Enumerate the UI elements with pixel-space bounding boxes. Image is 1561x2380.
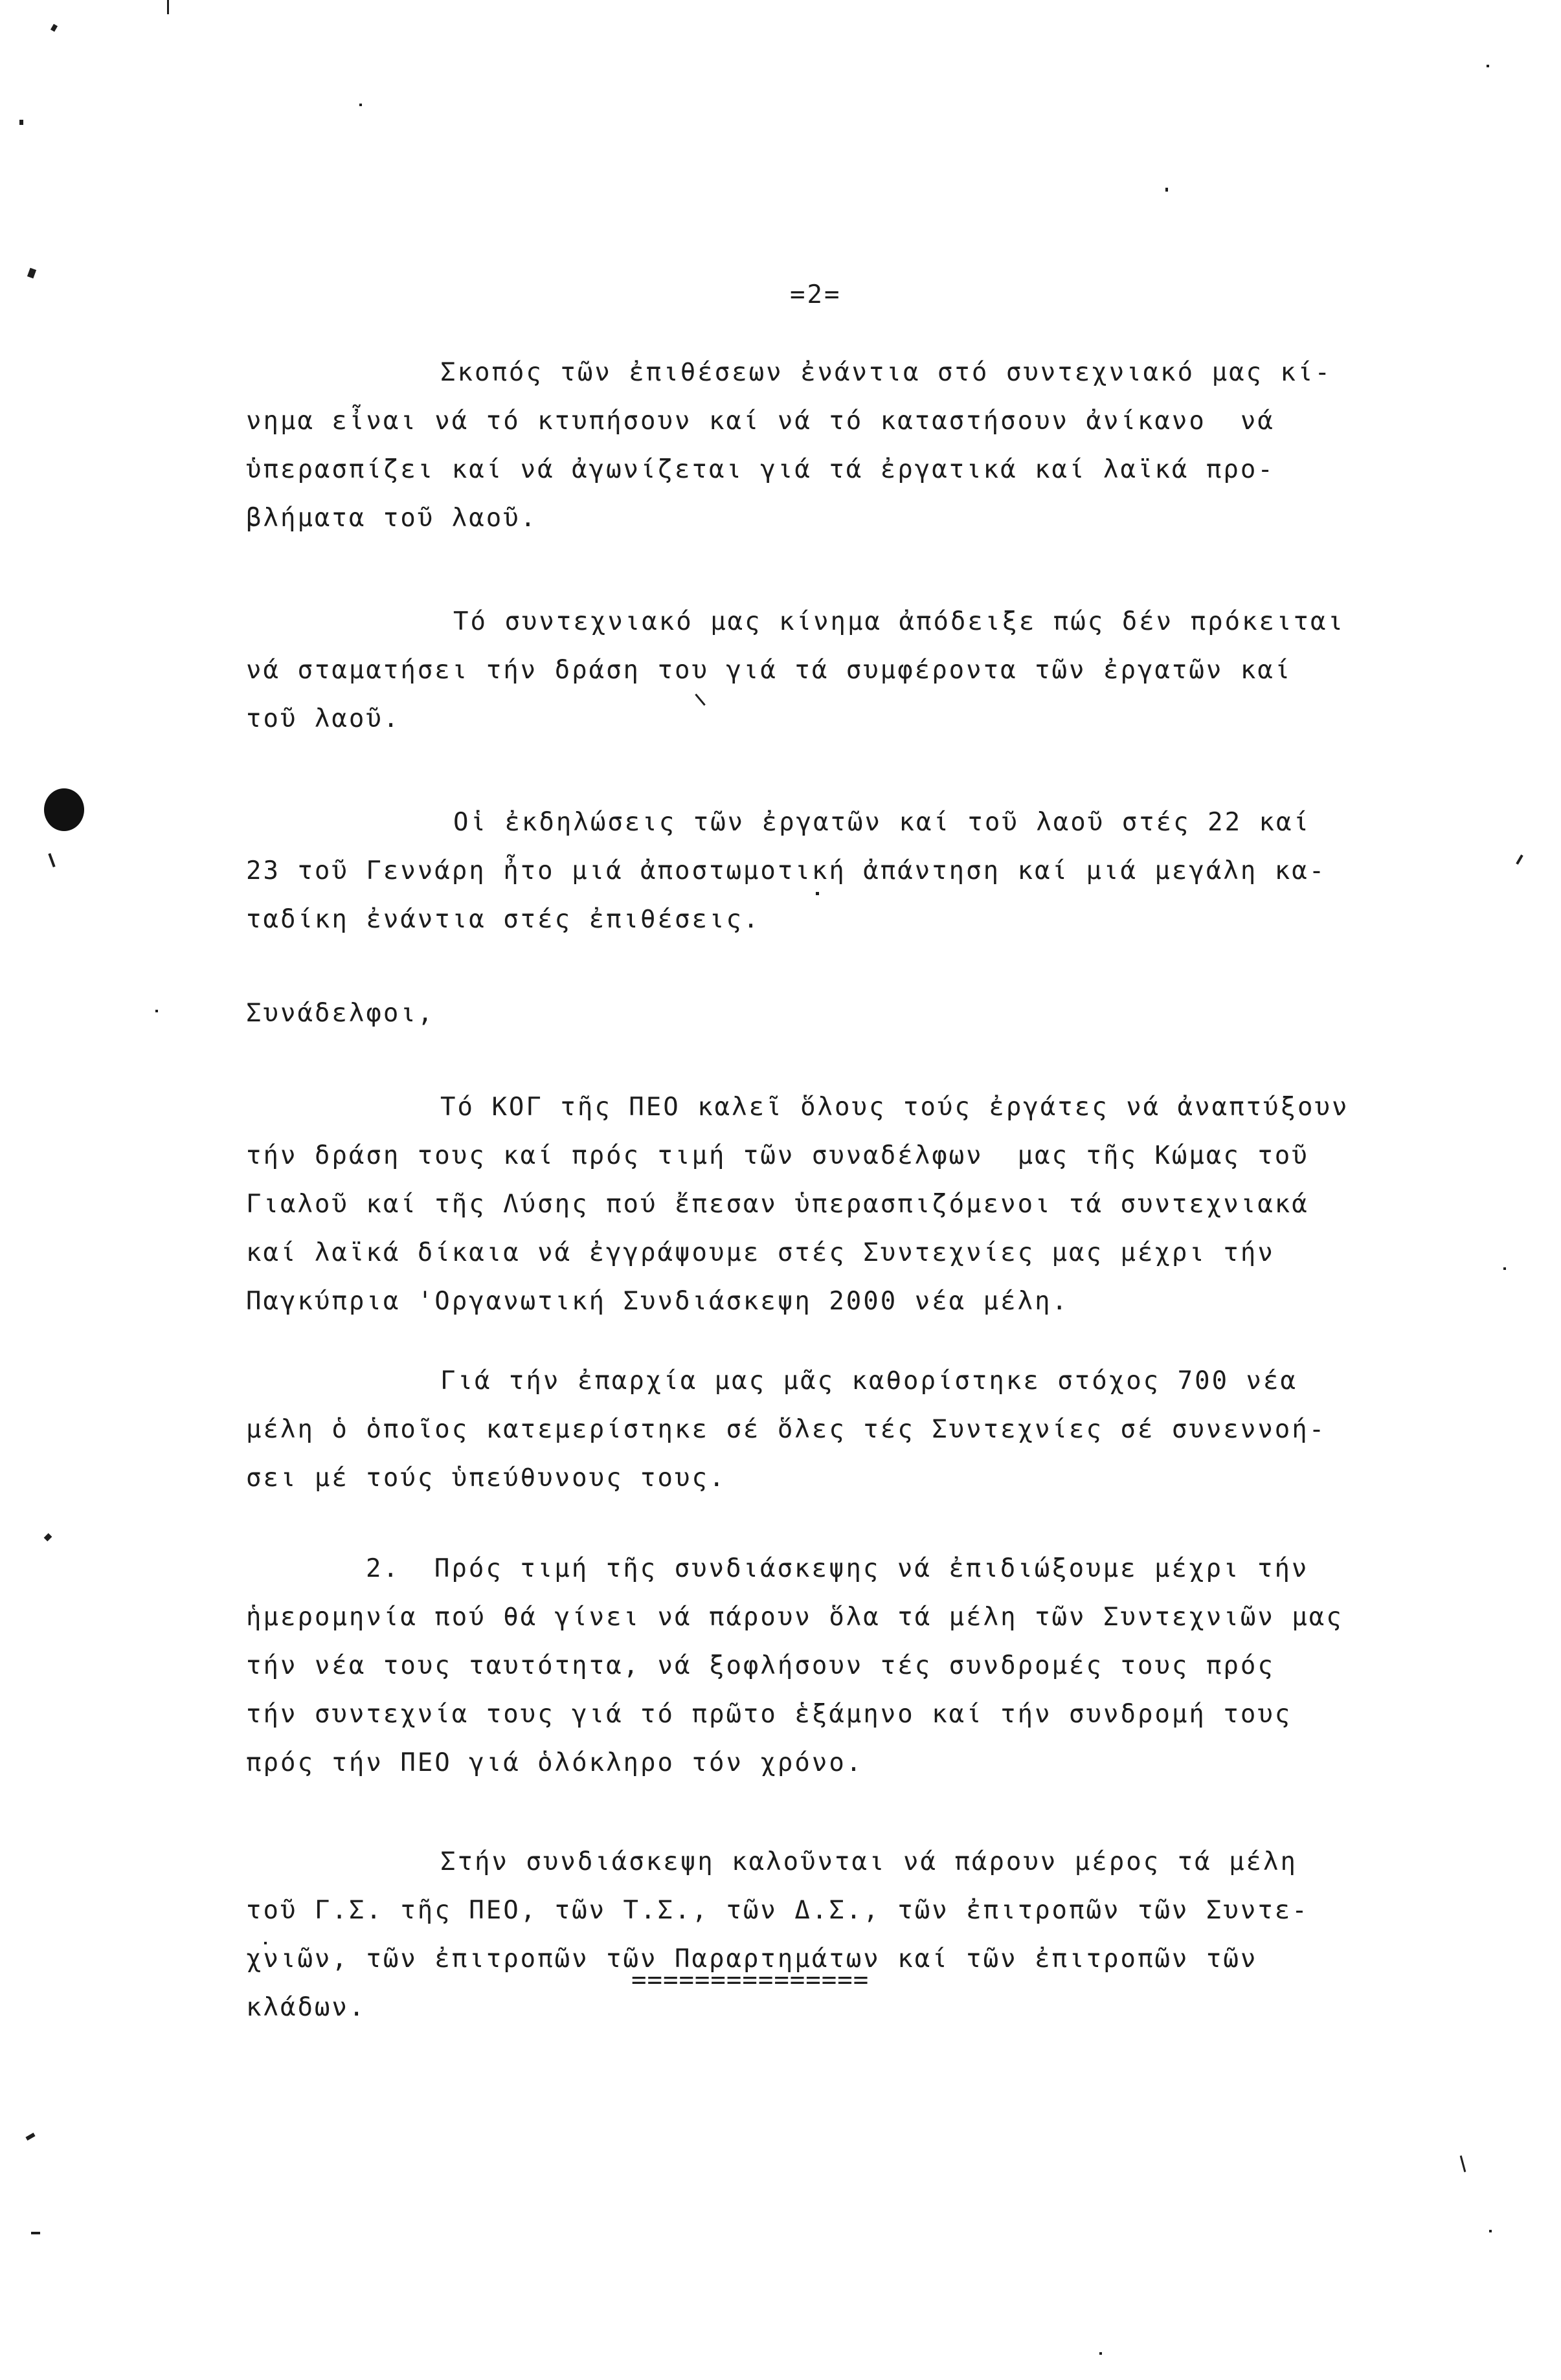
text-line: Τό ΚΟΓ τῆς ΠΕΟ καλεῖ ὅλους τούς ἐργάτες νά ἀναπτύξουν (440, 1093, 1349, 1122)
text-line: χνιῶν, τῶν ἐπιτροπῶν τῶν Παραρτημάτων καί τῶν ἐπιτροπῶν τῶν (246, 1944, 1258, 1974)
text-line: καί λαϊκά δίκαια νά ἐγγράψουμε στές Συντεχνίες μας μέχρι τήν (246, 1238, 1275, 1267)
page-number-marker: =2= (790, 280, 842, 309)
ink-speck (1489, 2230, 1492, 2232)
text-line: ὑπερασπίζει καί νά ἀγωνίζεται γιά τά ἐργατικά καί λαϊκά προ- (246, 455, 1275, 484)
paragraph-demonstrations (246, 798, 1528, 944)
text-line: Στήν συνδιάσκεψη καλοῦνται νά πάρουν μέρος τά μέλη (440, 1847, 1297, 1876)
ink-speck (1487, 65, 1489, 67)
text-line: τήν συντεχνία τους γιά τό πρῶτο ἑξάμηνο καί τήν συνδρομή τους (246, 1700, 1292, 1729)
ink-speck (155, 1010, 158, 1012)
ink-speck (359, 104, 362, 106)
text-line: τήν νέα τους ταυτότητα, νά ξοφλήσουν τές συνδρομές τους πρός (246, 1651, 1275, 1680)
text-line: Τό συντεχνιακό μας κίνημα ἀπόδειξε πώς δέν πρόκειται (453, 607, 1345, 636)
text-line: πρός τήν ΠΕΟ γιά ὁλόκληρο τόν χρόνο. (246, 1748, 864, 1777)
text-line: Οἱ ἐκδηλώσεις τῶν ἐργατῶν καί τοῦ λαοῦ στές 22 καί (453, 808, 1310, 837)
ink-speck (816, 892, 819, 895)
paragraph-recruitment-call (246, 1083, 1528, 1326)
ink-speck (1099, 2352, 1102, 2355)
paragraph-aim-of-attacks (246, 348, 1528, 542)
punch-hole-mark (44, 788, 84, 831)
ink-speck (44, 1533, 52, 1542)
ink-speck (1165, 188, 1168, 192)
text-line: τήν δράση τους καί πρός τιμή τῶν συναδέλφων μας τῆς Κώμας τοῦ (246, 1141, 1309, 1170)
body-text (246, 272, 1528, 2032)
closing-rule: =============== (631, 1966, 870, 1995)
text-line: βλήματα τοῦ λαοῦ. (246, 504, 538, 533)
ink-speck (19, 120, 23, 125)
ink-speck (25, 2133, 35, 2141)
ink-speck (167, 0, 169, 14)
text-line: ἡμερομηνία πού θά γίνει νά πάρουν ὅλα τά μέλη τῶν Συντεχνιῶν μας (246, 1603, 1343, 1632)
text-line: μέλη ὁ ὁποῖος κατεμερίστηκε σέ ὅλες τές Συντεχνίες σέ συνεννοή- (246, 1415, 1327, 1444)
text-line: τοῦ Γ.Σ. τῆς ΠΕΟ, τῶν Τ.Σ., τῶν Δ.Σ., τῶν ἐπιτροπῶν τῶν Συντε- (246, 1896, 1309, 1925)
salutation (246, 989, 1528, 1038)
ink-speck (264, 1942, 267, 1944)
text-line: κλάδων. (246, 1993, 366, 2022)
text-line: σει μέ τούς ὑπεύθυνους τους. (246, 1463, 726, 1493)
ink-speck (27, 268, 36, 279)
text-line: νημα εἶναι νά τό κτυπήσουν καί νά τό καταστήσουν ἀνίκανο νά (246, 406, 1275, 436)
ink-speck (48, 853, 55, 867)
paragraph-district-target (246, 1357, 1528, 1502)
text-line: Συνάδελφοι, (246, 999, 435, 1028)
text-line: Σκοπός τῶν ἐπιθέσεων ἐνάντια στό συντεχνιακό μας κί- (440, 358, 1332, 387)
text-line: 2. Πρός τιμή τῆς συνδιάσκεψης νά ἐπιδιώξουμε μέχρι τήν (366, 1554, 1309, 1583)
paragraph-point-2 (246, 1544, 1528, 1787)
paragraph-conference-participants (246, 1838, 1528, 2032)
paragraph-union-movement (246, 597, 1528, 743)
text-line: 23 τοῦ Γεννάρη ἦτο μιά ἀποστωμοτική ἀπάντηση καί μιά μεγάλη κα- (246, 856, 1327, 885)
text-line: ταδίκη ἐνάντια στές ἐπιθέσεις. (246, 905, 761, 934)
ink-speck (51, 24, 58, 32)
text-line: Παγκύπρια 'Οργανωτική Συνδιάσκεψη 2000 νέα μέλη. (246, 1287, 1070, 1316)
ink-speck (1503, 1267, 1506, 1270)
ink-speck (1460, 2155, 1466, 2172)
text-line: τοῦ λαοῦ. (246, 704, 401, 733)
ink-speck (31, 2232, 40, 2234)
text-line: Γιά τήν ἐπαρχία μας μᾶς καθορίστηκε στόχος 700 νέα (440, 1366, 1297, 1396)
text-line: νά σταματήσει τήν δράση του γιά τά συμφέροντα τῶν ἐργατῶν καί (246, 656, 1292, 685)
text-line: Γιαλοῦ καί τῆς Λύσης πού ἔπεσαν ὑπερασπιζόμενοι τά συντεχνιακά (246, 1190, 1309, 1219)
